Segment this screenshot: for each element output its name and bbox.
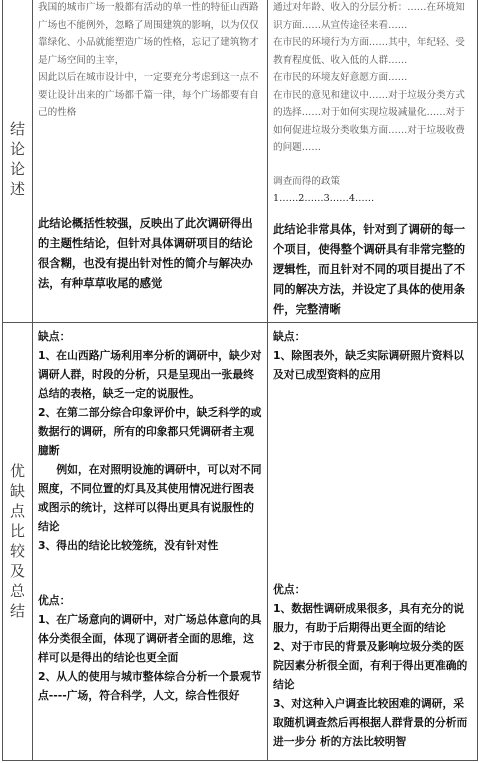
right-paragraph: 在市民的意见和建议中……对于垃圾分类方式的选择……对于如何实现垃圾减量化……对于如何促进垃圾分类收集方面……对于垃圾收费的问题…… — [273, 89, 465, 153]
right-paragraph: 通过对年龄、收入的分层分析：……在环境知识方面……从宣传途径来看…… — [273, 2, 465, 31]
comparison-table — [2, 0, 478, 761]
heading-char: 优 — [9, 462, 25, 480]
spacer — [273, 157, 472, 173]
cons-example: 例如，在对照明设施的调研中，可以对不同照度，不同位置的灯具及其使用情况进行图表或图示的统计，这样可以得出更具有说服性的结论 — [38, 462, 262, 533]
heading-char: 点 — [9, 502, 25, 520]
cons-item: 1、除图表外，缺乏实际调研照片资料以及对已成型资料的应用 — [273, 348, 465, 381]
heading-char: 结 — [9, 602, 25, 620]
heading-char: 缺 — [9, 482, 25, 500]
spacer — [38, 555, 262, 591]
left-paragraph: 因此以后在城市设计中，一定要充分考虑到这一点不要让设计出来的广场都千篇一律，每个广场都要有自己的性格 — [38, 72, 259, 118]
right-conclusion-cell — [268, 0, 478, 322]
pros-item: 2、对于市民的背景及影响垃圾分类的医院因素分析很全面，有利于得出更准确的结论 — [273, 639, 468, 691]
heading-char: 较 — [9, 542, 25, 560]
heading-char: 总 — [9, 582, 25, 600]
row-heading-conclusion — [3, 0, 33, 322]
conclusion-row — [3, 0, 478, 322]
pros-item: 3、对这种入户调查比较困难的调研，采取随机调查然后再根据人群背景的分析而进一步分 析的方法比较明智 — [273, 696, 468, 748]
heading-char: 及 — [9, 562, 25, 580]
left-pros-cons-cell — [33, 322, 268, 760]
right-pros-cons-cell — [268, 322, 478, 760]
right-conclusion-comment: 此结论非常具体，针对到了调研的每一个项目，使得整个调研具有非常完整的逻辑性，而且针对不同的项目提出了不同的解决方法，并设定了具体的使用条件，完整清晰 — [273, 222, 466, 316]
heading-char: 比 — [9, 522, 25, 540]
heading-char: 论 — [9, 160, 25, 179]
cons-label: 缺点： — [273, 329, 306, 343]
cons-item: 1、在山西路广场利用率分析的调研中，缺少对调研人群，时段的分析，只是呈现出一张最终总结的表格，缺乏一定的说服性。 — [38, 348, 262, 400]
heading-char: 论 — [9, 140, 25, 159]
spacer — [273, 208, 472, 220]
spacer — [38, 122, 262, 214]
pros-cons-row — [3, 322, 478, 760]
row-heading-pros-cons — [3, 322, 33, 760]
cons-item: 2、在第二部分综合印象评价中，缺乏科学的或数据行的调研，所有的印象都只凭调研者主观臆断 — [38, 405, 262, 457]
pros-item: 1、数据性调研成果很多，具有充分的说服力，有助于后期得出更全面的结论 — [273, 601, 465, 634]
cons-item: 3、得出的结论比较笼统，没有针对性 — [38, 538, 219, 552]
policy-items: 1……2……3……4…… — [273, 193, 375, 204]
spacer — [273, 384, 472, 580]
heading-char: 结 — [9, 120, 25, 139]
left-paragraph: 我国的城市广场一般都有活动的单一性的特征山西路广场也不能例外，忽略了周围建筑的影响，以为仅仅靠绿化、小品就能塑造广场的性格，忘记了建筑物才是广场空间的主宰， — [38, 2, 259, 66]
pros-label: 优点： — [38, 593, 71, 607]
policy-title: 调查而得的政策 — [273, 175, 341, 187]
left-conclusion-cell — [33, 0, 268, 322]
pros-label: 优点： — [273, 582, 306, 596]
cons-label: 缺点： — [38, 329, 71, 343]
right-paragraph: 在市民的环境友好意愿方面…… — [273, 72, 408, 83]
pros-item: 2、从人的使用与城市整体综合分析一个景观节点----广场，符合科学，人文，综合性很好 — [38, 669, 262, 702]
right-paragraph: 在市民的环境行为方面……其中，年纪轻、受教育程度低、收入低的人群…… — [273, 37, 465, 66]
pros-item: 1、在广场意向的调研中，对广场总体意向的具体分类很全面，体现了调研者全面的思维，这样可以是得出的结论也更全面 — [38, 612, 262, 664]
left-conclusion-comment: 此结论概括性较强，反映出了此次调研得出的主题性结论，但针对具体调研项目的结论很含糊，也没有提出针对性的简介与解决办法，有种草草收尾的感觉 — [38, 216, 253, 290]
heading-char: 述 — [9, 180, 25, 199]
